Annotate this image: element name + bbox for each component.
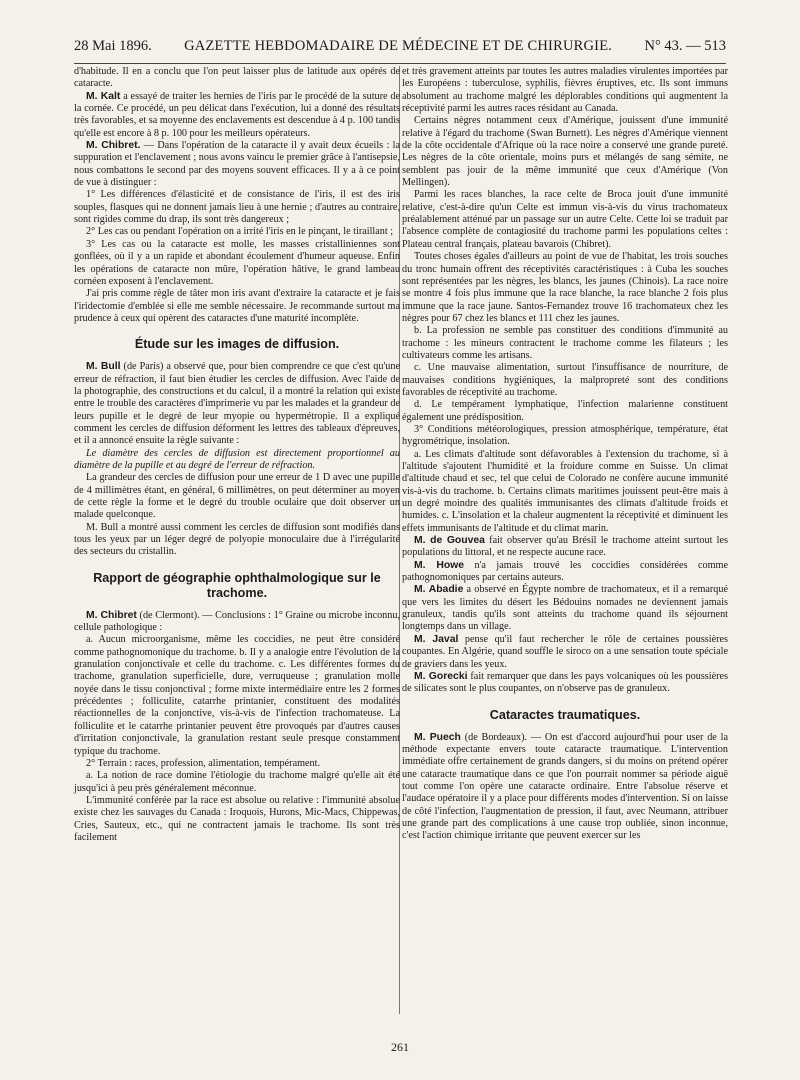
speaker-name: M. Gorecki xyxy=(414,670,468,682)
speaker-name: M. de Gouvea xyxy=(414,535,485,547)
list-item: 1° Les différences d'élasticité et de consistance de l'iris, il est des iris souples, flasques qui ne donnent jamais lieu à une hernie ; d'autres au contraire, sont rigides comme du drap, ils sont très dangereux ; xyxy=(74,189,400,226)
left-column xyxy=(74,66,400,844)
right-column xyxy=(402,66,728,843)
paragraph xyxy=(74,140,400,189)
list-item: 3° Les cas ou la cataracte est molle, les masses cristalliniennes sont gonflées, où il y a un rapide et abondant écoulement d'humeur aqueuse. Enfin les opérations de cataracte non mûre, l'opération hâtive, le grand lambeau cornéen exposent à l'enclavement. xyxy=(74,238,400,287)
speaker-name: M. Chibret. xyxy=(86,140,141,152)
paragraph-text: (de Paris) a observé que, pour bien comprendre ce que c'est qu'une erreur de réfraction, il faut bien étudier les cercles de diffusion. Avec l'aide de la photographie, des constructions et du calcul, il a montré la relation qui existe entre le trouble des caractères d'imprimerie vu par les malades et la grandeur de leurs pupille et le degré de leur myopie ou hypermétropie. Il a expliqué comment les cercles de diffusion déforment les lettres des tableaux d'épreuves, et il a annoncé ensuite la règle suivante : xyxy=(74,361,400,447)
speaker-name: M. Kalt xyxy=(86,90,121,102)
paragraph xyxy=(402,560,728,585)
paragraph: d'habitude. Il en a conclu que l'on peut laisser plus de latitude aux opérés de cataracte. xyxy=(74,66,400,90)
paragraph: d. Le tempérament lymphatique, l'infection malarienne constituent également une prédisposition. xyxy=(402,399,728,423)
running-head xyxy=(74,38,726,64)
paragraph: a. Aucun microorganisme, même les coccidies, ne peut être considéré comme pathognomonique du trachome. b. Il y a analogie entre l'évolution de la granulation conjonctivale et celle du trachome. c. Les différentes formes du trachome, granulation superficielle, dure, verruqueuse ; granulation molle noyée dans le tissu conjonctival ; forme mixte intermédiaire entre les 2 formes précédentes ; folliculite, catarrhe printanier, constituent des modalités réactionnelles de la conjonctive, vis-à-vis de l'infection trachomateuse. La folliculite et le catarrhe printanier peuvent être provoqués par d'autres causes d'irritation conjonctivale, la granulation restant seule presque constamment typique du trachome. xyxy=(74,634,400,757)
paragraph xyxy=(74,610,400,635)
paragraph-text: a observé en Égypte nombre de trachomateux, et il a remarqué que vers les limites du désert les Bédouins nomades ne deviennent jamais granuleux, tandis qu'ils sont atteints du trachome quand ils séjournent longtemps dans un village. xyxy=(402,584,728,633)
section-title: Cataractes traumatiques. xyxy=(489,707,641,722)
paragraph: Certains nègres notamment ceux d'Amérique, jouissent d'une immunité relative à l'égard du trachome (Swan Burnett). Les nègres d'Amérique viennent de la côte occidentale d'Afrique où la race noire a conservé une grande pureté. Les nègres de la côte orientale, moins purs et mélangés de sang sémite, ne semblent pas jouir de la même immunité que ceux d'Amérique (Von Mellingen). xyxy=(402,115,728,189)
paragraph: b. La profession ne semble pas constituer des conditions d'immunité au trachome : les mineurs contractent le trachome comme les filateurs ; les cultivateurs comme les artisans. xyxy=(402,325,728,361)
paragraph xyxy=(402,732,728,843)
paragraph: L'immunité conférée par la race est absolue ou relative : l'immunité absolue existe chez les sauvages du Canada : Iroquois, Hurons, Mic-Macs, Chippewas, Cries, Sauteux, etc., qui ne contractent jamais le trachome. Ils sont très facilement xyxy=(74,794,400,843)
paragraph: 2° Terrain : races, profession, alimentation, tempérament. xyxy=(86,757,321,769)
paragraph xyxy=(402,634,728,671)
paragraph xyxy=(74,361,400,447)
paragraph: 3° Conditions météorologiques, pression atmosphérique, température, état hygrométrique, insolation. xyxy=(402,423,728,448)
paragraph: Toutes choses égales d'ailleurs au point de vue de l'habitat, les trois souches du tronc humain offrent des réceptivités caractéristiques : à Cuba les souches sont représentées par les nègres, les blancs, les jaunes (Chinois). La race noire se montre 4 fois plus immune que la race blanche, la race blanche 2 fois plus immune que la race jaune. Santos-Fernandez trouve 16 trachomateux chez les nègres pour 67 chez les blancs et 111 chez les jaunes. xyxy=(402,251,728,324)
paragraph-text: fait observer qu'au Brésil le trachome atteint surtout les populations du littoral, et ne respecte aucune race. xyxy=(402,535,728,559)
issue-date: 28 Mai 1896. xyxy=(74,38,152,54)
paragraph-text: n'a jamais trouvé les coccidies considérées comme pathognomoniques par certains auteurs. xyxy=(402,559,728,584)
paragraph: c. Une mauvaise alimentation, surtout l'insuffisance de nourriture, de mauvaises conditions hygiéniques, la malpropreté sont des conditions favorables de réceptivité au trachome. xyxy=(402,362,728,398)
paragraph: Parmi les races blanches, la race celte de Broca jouit d'une immunité relative, c'est-à-dire qu'un Celte est immun vis-à-vis du virus trachomateux préalablement atténué par un passage sur un autre Celte. Cette loi se traduit par l'absence complète de contagiosité du trachome parmi les populations celtes : Plateau central français, plateau bavarois (Chibret). xyxy=(402,189,728,250)
paragraph-text: fait remarquer que dans les pays volcaniques où les poussières de silicates sont le plus coupantes, on n'observe pas de granuleux. xyxy=(402,670,728,695)
paragraph: a. Les climats d'altitude sont défavorables à l'extension du trachome, si à l'altitude s'ajoutent l'humidité et la froidure comme en Suisse. Un climat d'altitude chaud et sec, tel que celui de Colorado ne confère aucune immunité vis-à-vis du trachome. b. Certains climats maritimes jouissent peut-être mais à un degré moindre des qualités immunisantes des climats d'altitude froids et humides. c. L'insolation et la chaleur augmentent la réceptivité et diminuent les effets immunisants de l'altitude et du climat marin. xyxy=(402,448,728,534)
paragraph xyxy=(402,535,728,560)
paragraph xyxy=(402,671,728,696)
paragraph: et très gravement atteints par toutes les autres maladies virulentes importées par les Européens : tuberculose, syphilis, fièvres éruptives, etc. Ils sont immuns absolument au trachome malgré les déplorables conditions qui augmentent la réceptivité parmi les autres races résidant au Canada. xyxy=(402,66,728,115)
speaker-name: M. Howe xyxy=(414,559,465,571)
list-item: 2° Les cas ou pendant l'opération on a irrité l'iris en le pinçant, le tiraillant ; xyxy=(86,226,394,238)
speaker-name: M. Bull xyxy=(86,361,121,373)
paragraph-text: (de Clermont). — Conclusions : 1° Graine ou microbe inconnu, cellule pathologique : xyxy=(74,609,401,634)
paragraph xyxy=(402,584,728,633)
journal-title: GAZETTE HEBDOMADAIRE DE MÉDECINE ET DE CHIRURGIE. xyxy=(184,38,613,54)
rule-statement: Le diamètre des cercles de diffusion est directement proportionnel au diamètre de la pupille et au degré de l'erreur de réfraction. xyxy=(74,447,400,471)
paragraph-text: pense qu'il faut rechercher le rôle de certaines poussières coupantes. En Algérie, quand souffle le siroco on a une sensation toute spéciale de graviers dans les yeux. xyxy=(402,633,728,670)
speaker-name: M. Puech xyxy=(414,731,461,743)
paragraph-text: (de Bordeaux). — On est d'accord aujourd'hui pour user de la méthode expectante envers toute cataracte traumatique. L'intervention immédiate offre certainement de grands dangers, si du moins on prétend opérer une cataracte traumatique dans ce que l'on pourrait nommer sa période aiguë tout comme l'on opère une cataracte ordinaire. Entre l'absolue réserve et l'audace opératoire il y a place pour différents modes d'intervention. Si on laisse de côté l'infection, l'augmentation de pression, il faut, avec Neumann, attribuer une grande part des complications à une cause trop oubliée, sinon inconnue, c'est l'action chimique irritante que peuvent exercer sur les xyxy=(402,731,728,842)
paragraph xyxy=(74,91,400,140)
section-title: Étude sur les images de diffusion. xyxy=(134,337,340,352)
paragraph: J'ai pris comme règle de tâter mon iris avant d'extraire la cataracte et je fais l'iridectomie d'emblée si elle me semble nécessaire. Je recommande surtout ma prudence à ceux qui opèrent des cataractes d'une maturité incomplète. xyxy=(74,288,400,324)
paragraph-text: — Dans l'opération de la cataracte il y avait deux écueils : la suppuration et l'enclavement ; nous avons vaincu le premier grâce à l'antisepsie, nous combattons le second par des moyens souvent efficaces. Il y a à ce point de vue à distinguer : xyxy=(74,140,400,189)
paragraph: La grandeur des cercles de diffusion pour une erreur de 1 D avec une pupille de 4 millimètres étant, en général, 6 millimètres, on peut déterminer au moyen de cette règle la forme et le degré du trouble oculaire que doit observer un malade quelconque. xyxy=(74,472,400,521)
page-folio: 261 xyxy=(391,1040,409,1054)
speaker-name: M. Abadie xyxy=(414,584,464,596)
paragraph: M. Bull a montré aussi comment les cercles de diffusion sont modifiés dans tous les yeux par un léger degré de polyopie monoculaire due à l'irrégularité des secteurs du cristallin. xyxy=(74,521,400,558)
issue-page-number: N° 43. — 513 xyxy=(644,38,726,54)
paragraph: a. La notion de race domine l'étiologie du trachome malgré qu'elle ait été jusqu'ici à peu près généralement méconnue. xyxy=(74,770,400,794)
speaker-name: M. Javal xyxy=(414,633,459,645)
section-title: Rapport de géographie ophthalmologique sur le trachome. xyxy=(93,570,381,600)
speaker-name: M. Chibret xyxy=(86,609,137,621)
paragraph-text: a essayé de traiter les hernies de l'iris par le procédé de la suture de la cornée. Ce procédé, un peu délicat dans l'exécution, lui a donné des résultats très favorables, et sa moyenne des enclavements est descendue à 4 p. 100 tandis qu'elle est encore à 8 p. 100 pour les meilleurs opérateurs. xyxy=(74,90,400,139)
